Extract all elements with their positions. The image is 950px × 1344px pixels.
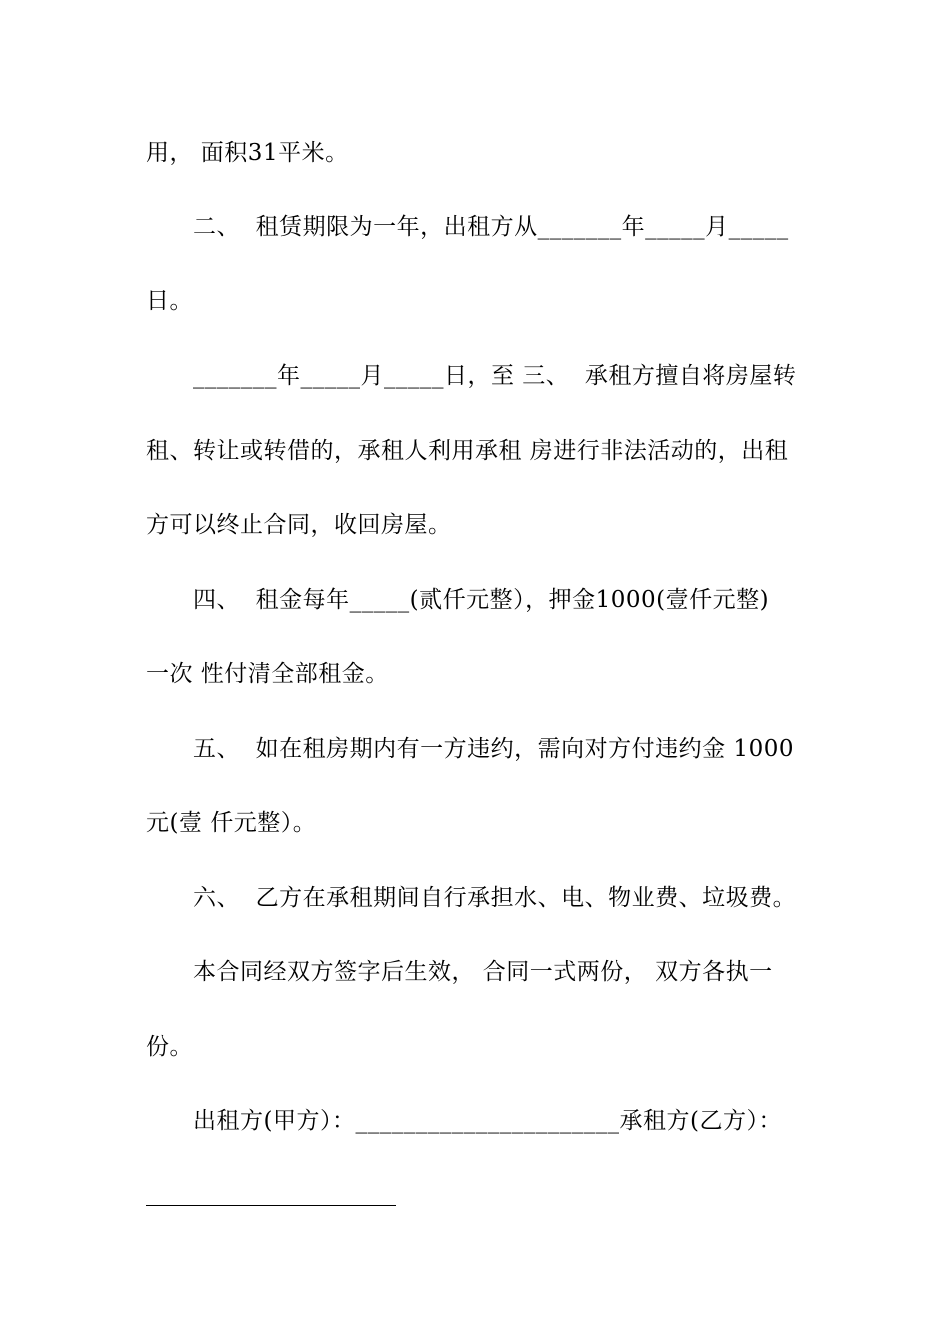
clause-3-sublet: _______年_____月_____日，至 三、 承租方擅自将房屋转 [193,363,797,389]
text-line-copies: 份。 [146,1034,193,1060]
signature-blank-line [146,1205,396,1206]
clause-4-rent: 四、 租金每年_____(贰仟元整），押金1000(壹仟元整) [193,587,770,613]
clause-6-utilities: 六、 乙方在承租期间自行承担水、电、物业费、垃圾费。 [193,885,797,911]
text-line-rent-payment: 一次 性付清全部租金。 [146,661,389,687]
clause-5-breach: 五、 如在租房期内有一方违约，需向对方付违约金 1000 [193,736,794,762]
text-line-day: 日。 [146,288,193,314]
contract-effective-text: 本合同经双方签字后生效， 合同一式两份， 双方各执一 [193,959,773,985]
text-line-breach-amount: 元(壹 仟元整）。 [146,810,317,836]
text-line-terminate: 方可以终止合同，收回房屋。 [146,512,452,538]
text-line-sublet-cont: 租、转让或转借的，承租人利用承租 房进行非法活动的，出租 [146,438,789,464]
text-line-area: 用， 面积31平米。 [146,140,349,166]
signature-line: 出租方(甲方）：______________________承租方(乙方）： [193,1108,782,1134]
clause-2-lease-term: 二、 租赁期限为一年，出租方从_______年_____月_____ [193,214,789,240]
